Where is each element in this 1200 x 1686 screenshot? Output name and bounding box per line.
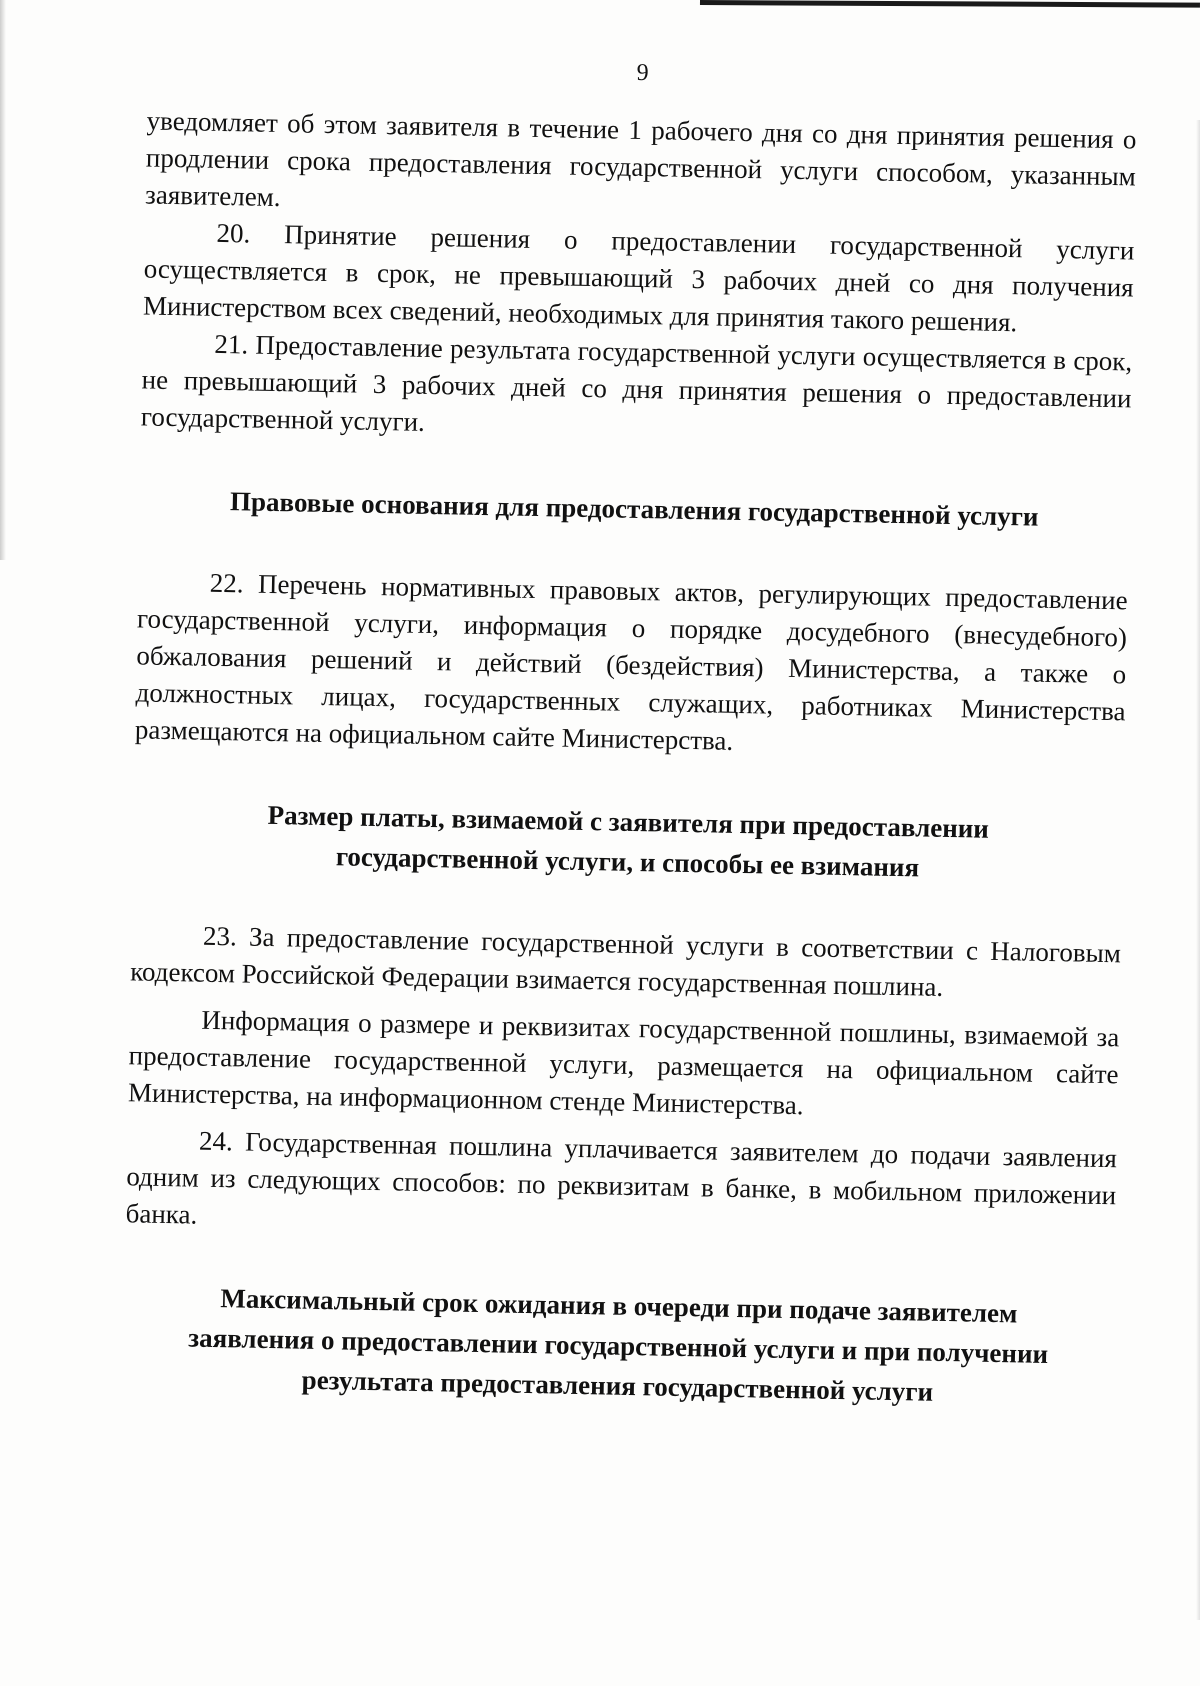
heading-wait-line-3: результата предоставления государственной услуги [301, 1364, 934, 1407]
heading-legal-basis: Правовые основания для предоставления государственной услуги [229, 486, 1039, 532]
paragraph-continued: уведомляет об этом заявителя в течение 1 рабочего дня со дня принятия решения о продлении срока предоставления государственной услуги способом, указанным заявителем. [144, 105, 1137, 213]
scan-left-shadow [0, 0, 6, 560]
paragraph-23-info: Информация о размере и реквизитах государственной пошлины, взимаемой за предоставление государственной услуги, размещается на официальном сайте Министерства, на информационном стенде Министерства. [127, 1004, 1120, 1121]
heading-wait-time [122, 1276, 1114, 1415]
paragraph-20: 20. Принятие решения о предоставлении государственной услуги осуществляется в срок, не превышающий 3 рабочих дней со дня получения Министерством всех сведений, необходимых для принятия такого решения. [142, 217, 1135, 338]
heading-fee-line-2: государственной услуги, и способы ее взимания [335, 841, 920, 883]
heading-wait-line-1: Максимальный срок ожидания в очереди при подаче заявителем [220, 1283, 1018, 1329]
page-number: 9 [636, 59, 649, 87]
heading-wait-line-2: заявления о предоставлении государственной услуги и при получении [188, 1322, 1049, 1370]
paragraph-22: 22. Перечень нормативных правовых актов, регулирующих предоставление государственной услуги, информация о порядке досудебного (внесудебного) обжалования решений и действий (бездействия) Министерства, а также о должностных лицах, государственных служащих, работниках Министерства размещаются на официальном сайте Министерства. [134, 567, 1128, 756]
scan-right-shadow [1196, 120, 1200, 1620]
paragraph-21: 21. Предоставление результата государственной услуги осуществляется в срок, не превышающий 3 рабочих дней со дня принятия решения о предоставлении государственной услуги. [140, 328, 1133, 437]
paragraph-24: 24. Государственная пошлина уплачивается заявителем до подачи заявления одним из следующих способов: по реквизитам в банке, в мобильном приложении банка. [125, 1125, 1118, 1230]
heading-fee-line-1: Размер платы, взимаемой с заявителя при предоставлении [267, 799, 990, 844]
scan-edge-line [700, 0, 1200, 8]
paragraph-23: 23. За предоставление государственной услуги в соответствии с Налоговым кодексом Российской Федерации взимается государственная пошлина. [130, 920, 1122, 1002]
document-body [122, 45, 1138, 1415]
